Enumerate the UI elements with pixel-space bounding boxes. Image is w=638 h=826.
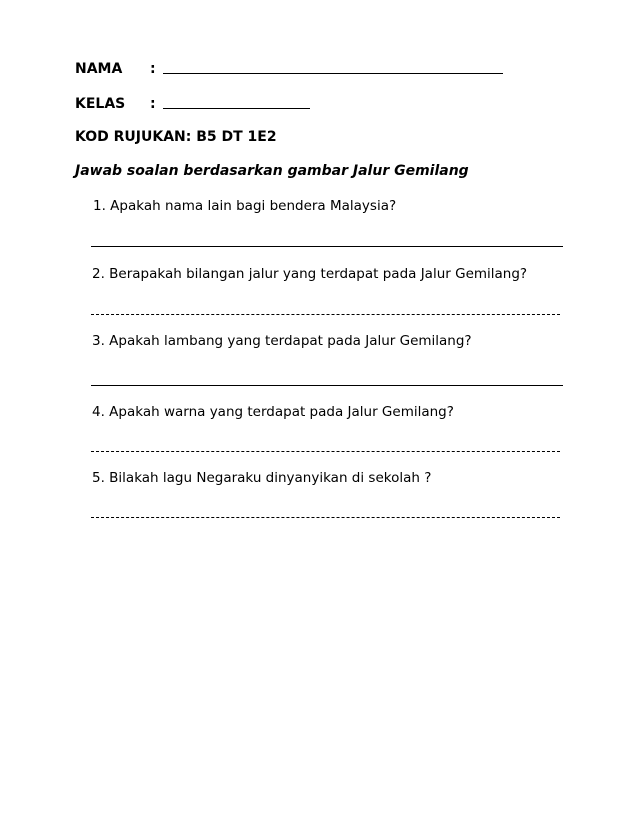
class-answer-line[interactable] [163, 108, 310, 109]
answer-line-5[interactable] [91, 517, 560, 518]
class-label: KELAS [75, 96, 126, 112]
answer-line-4[interactable] [91, 451, 560, 452]
question-2: 2. Berapakah bilangan jalur yang terdapat pada Jalur Gemilang? [92, 266, 528, 282]
answer-line-2[interactable] [91, 314, 560, 315]
instruction-text: Jawab soalan berdasarkan gambar Jalur Gemilang [75, 163, 469, 179]
name-colon: : [150, 61, 156, 77]
question-4: 4. Apakah warna yang terdapat pada Jalur Gemilang? [92, 404, 454, 420]
reference-code: KOD RUJUKAN: B5 DT 1E2 [75, 129, 277, 145]
question-5: 5. Bilakah lagu Negaraku dinyanyikan di sekolah ? [92, 470, 432, 486]
class-colon: : [150, 96, 156, 112]
name-label: NAMA [75, 61, 123, 77]
question-1: 1. Apakah nama lain bagi bendera Malaysia? [93, 198, 397, 214]
answer-line-3[interactable] [91, 385, 563, 386]
question-3: 3. Apakah lambang yang terdapat pada Jalur Gemilang? [92, 333, 472, 349]
answer-line-1[interactable] [91, 246, 563, 247]
name-answer-line[interactable] [163, 73, 503, 74]
